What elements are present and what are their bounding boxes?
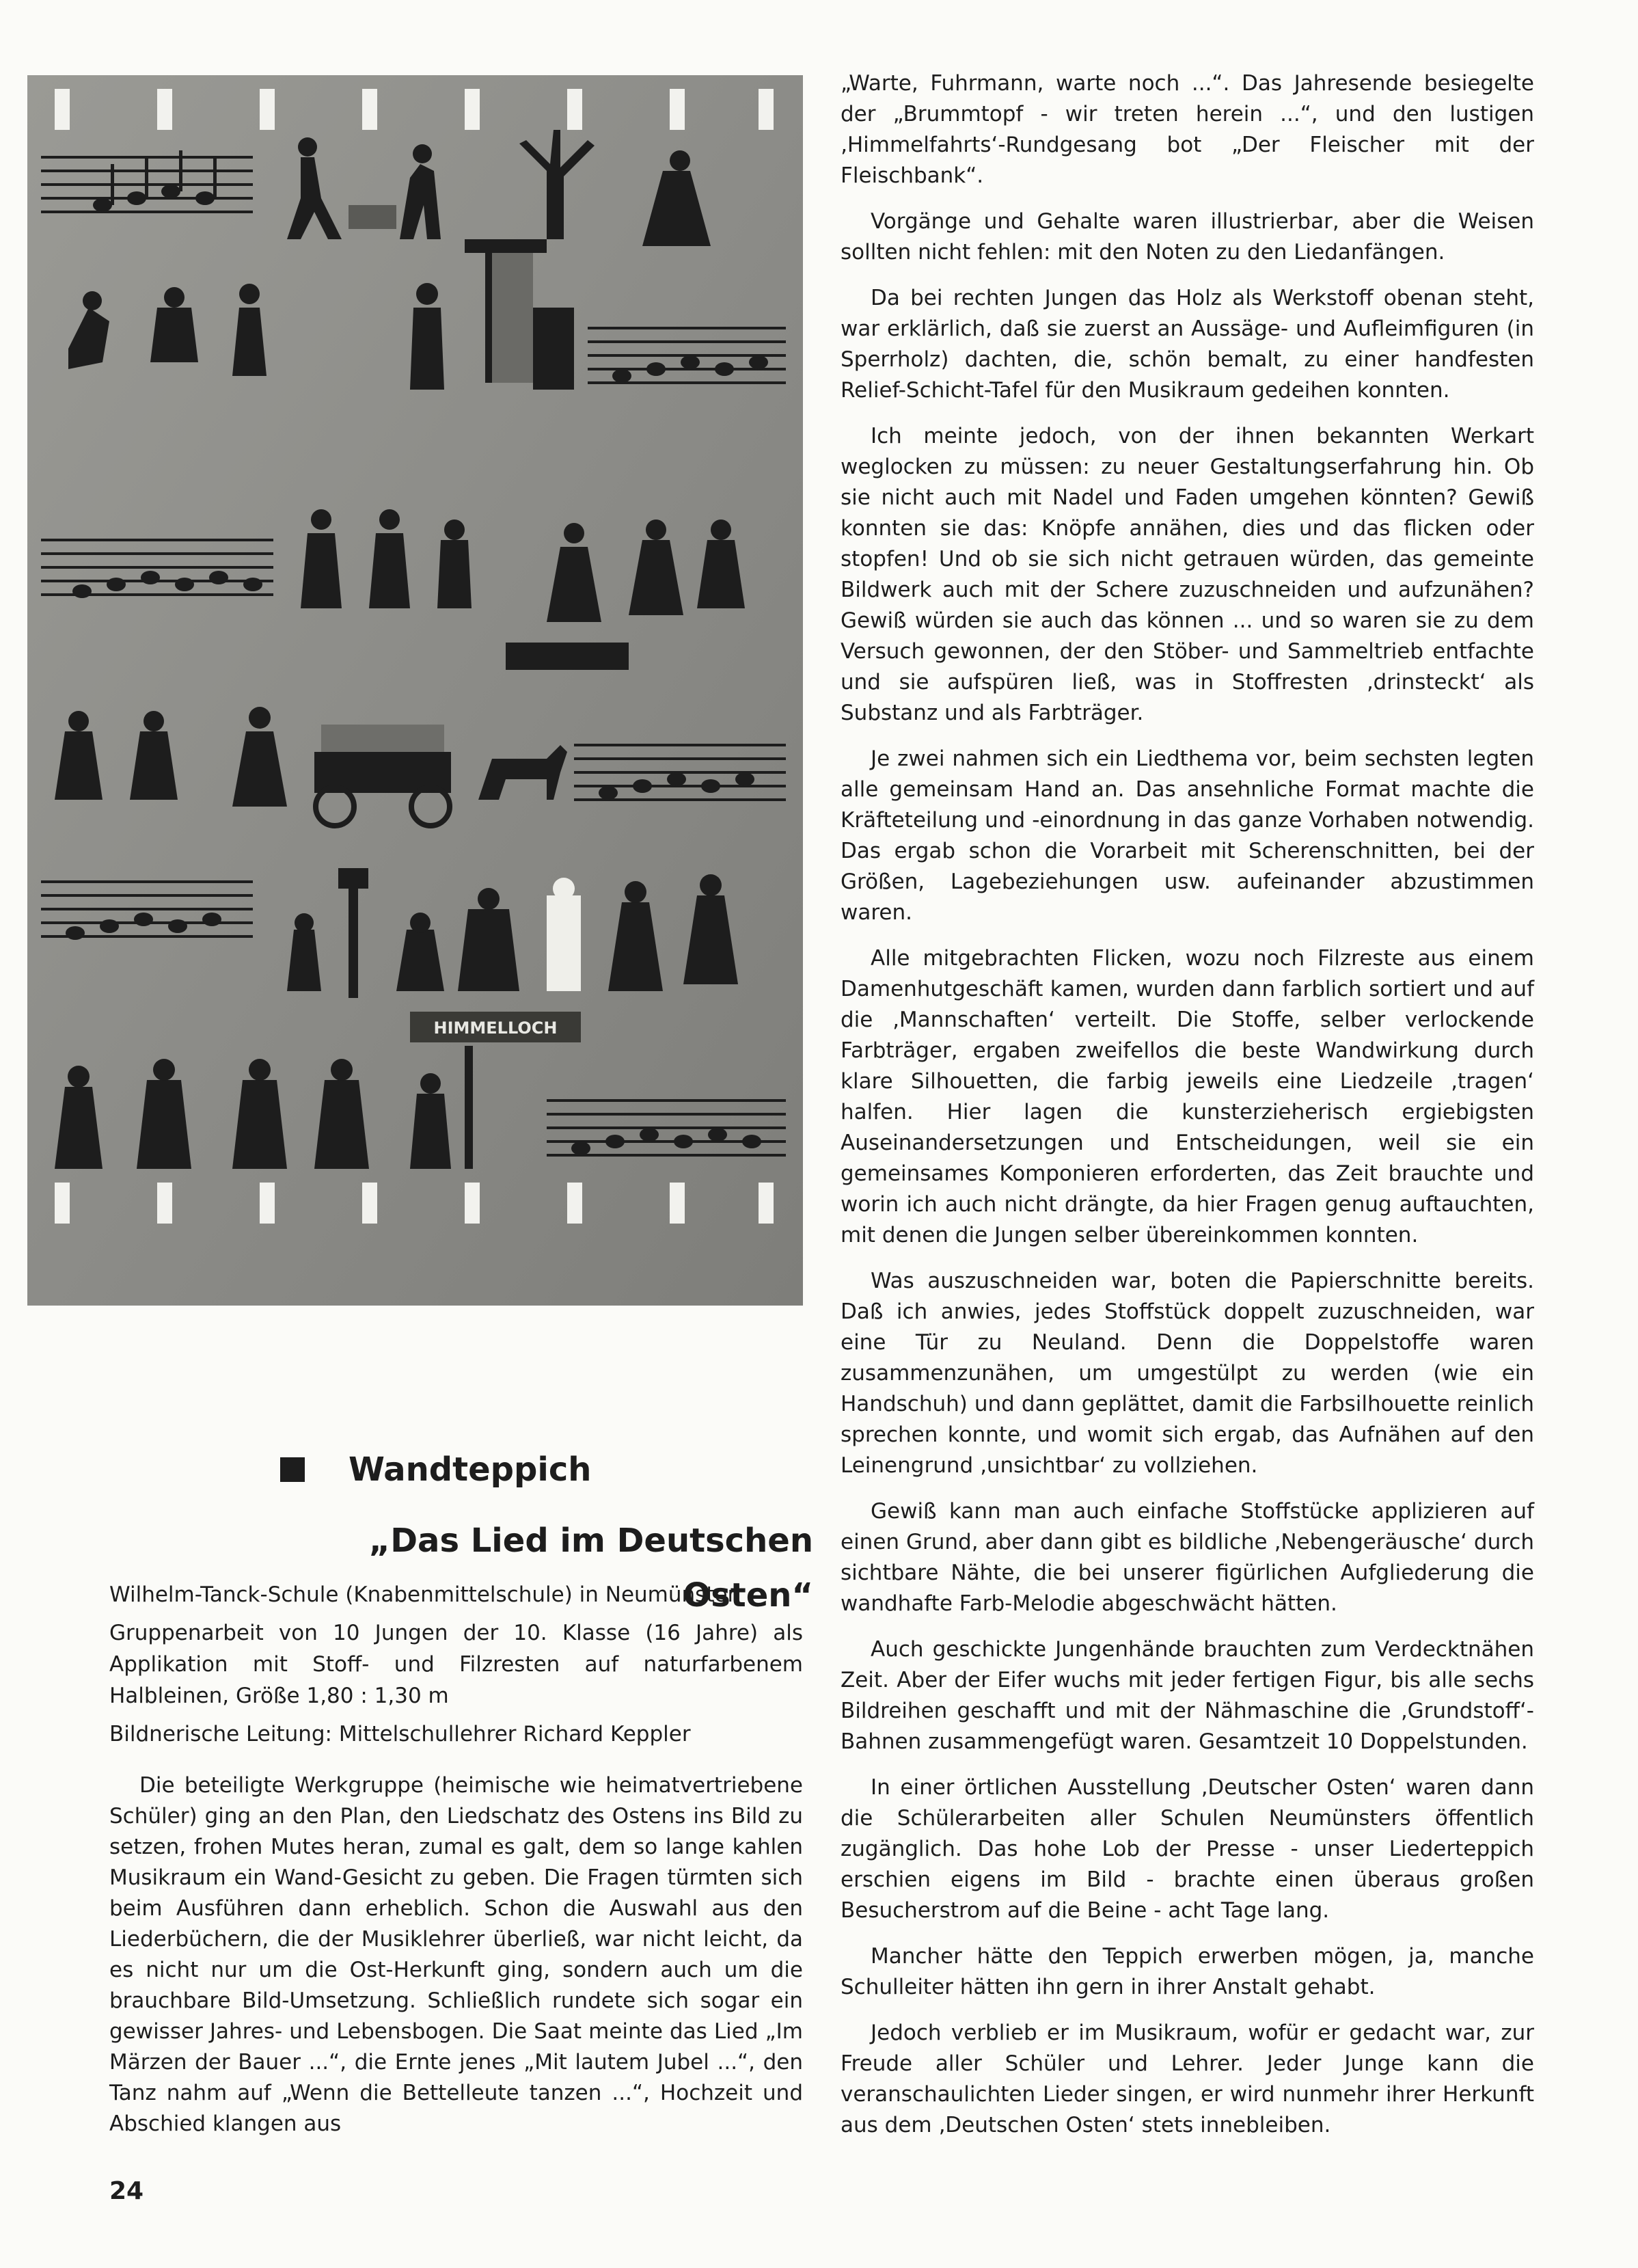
paragraph: Ich meinte jedoch, von der ihnen bekannten Werkart weglocken zu müssen: zu neuer Gestaltungserfahrung hin. Ob sie nicht auch mit Nadel und Faden umgehen könnten? Gewiß konnten sie das: Knöpfe annähen, dies und das flicken oder stopfen! Und ob sie sich nicht getrauen würden, das gemeinte Bildwerk auch mit der Schere zuzuschneiden und aufzunähen? Gewiß würden sie auch das können ... und so waren sie zu dem Versuch gewonnen, der den Stöber- und Sammeltrieb entfachte und sie aufspüren ließ, was in Stoffresten ‚drinsteckt‘ als Substanz und als Farbträger. [841, 424, 1534, 725]
heading-subtitle: „Das Lied im Deutschen Osten“ [368, 1522, 813, 1615]
caption-block [109, 1579, 803, 1757]
paragraph: „Warte, Fuhrmann, warte noch ...“. Das Jahresende besiegelte der „Brummtopf - wir treten herein ...“, und den lustigen ‚Himmelfahrts‘-Rundgesang bot „Der Fleischer mit der Fleischbank“. [841, 71, 1534, 188]
paragraph: In einer örtlichen Ausstellung ‚Deutscher Osten‘ waren dann die Schülerarbeiten aller Schulen Neumünsters öffentlich zugänglich. Das hohe Lob der Presse - unser Liederteppich erschien eigens im Bild - brachte einen überaus großen Besucherstrom auf die Beine - acht Tage lang. [841, 1775, 1534, 1923]
paragraph: Die beteiligte Werkgruppe (heimische wie heimatvertriebene Schüler) ging an den Plan, den Liedschatz des Ostens ins Bild zu setzen, frohen Mutes heran, zumal es galt, dem so lange kahlen Musikraum ein Wand-Gesicht zu geben. Die Fragen türmten sich beim Ausführen dann erheblich. Schon die Auswahl aus den Liederbüchern, die der Musiklehrer überließ, war nicht leicht, da es nicht nur um die Ost-Herkunft ging, sondern auch um die brauchbare Bild-Umsetzung. Schließlich rundete sich sogar ein gewisser Jahres- und Lebensbogen. Die Saat meinte das Lied „Im Märzen der Bauer ...“, die Ernte jenes „Mit lautem Jubel ...“, den Tanz nahm auf „Wenn die Bettelleute tanzen ...“, Hochzeit und Abschied klangen aus [109, 1773, 803, 2136]
caption-leader: Bildnerische Leitung: Mittelschullehrer Richard Keppler [109, 1722, 691, 1746]
paragraph: Je zwei nahmen sich ein Liedthema vor, beim sechsten legten alle gemeinsam Hand an. Das ansehnliche Format machte die Kräfteteilung und -einordnung in das ganze Vorhaben notwendig. Das ergab schon die Vorarbeit mit Scherenschnitten, bei der Größen, Lagebeziehungen usw. aufeinander abzustimmen waren. [841, 746, 1534, 925]
paragraph: Vorgänge und Gehalte waren illustrierbar, aber die Weisen sollten nicht fehlen: mit den Noten zu den Liedanfängen. [841, 209, 1534, 265]
body-left-column [109, 1770, 803, 2155]
paragraph: Jedoch verblieb er im Musikraum, wofür er gedacht war, zur Freude aller Schüler und Lehrer. Jeder Junge kann die veranschaulichten Lieder singen, er wird nunmehr ihrer Herkunft aus dem ‚Deutschen Osten‘ stets innebleiben. [841, 2021, 1534, 2137]
paragraph: Auch geschickte Jungenhände brauchten zum Verdecktnähen Zeit. Aber der Eifer wuchs mit jeder fertigen Figur, bis alle sechs Bildreihen geschafft und mit der Nähmaschine die ‚Grundstoff‘-Bahnen zusammengefügt waren. Gesamtzeit 10 Doppelstunden. [841, 1637, 1534, 1754]
himmelloch-sign-text: HIMMELLOCH [433, 1018, 558, 1038]
paragraph: Mancher hätte den Teppich erwerben mögen, ja, manche Schulleiter hätten ihn gern in ihrer Anstalt gehabt. [841, 1944, 1534, 1999]
body-right-column [841, 68, 1534, 2156]
page-number: 24 [109, 2177, 144, 2205]
heading-title: Wandteppich [349, 1450, 592, 1489]
paragraph: Alle mitgebrachten Flicken, wozu noch Filzreste aus einem Damenhutgeschäft kamen, wurden dann farblich sortiert und auf die ‚Mannschaften‘ verteilt. Die Stoffe, selber verlockende Farbträger, ergaben zweifellos die beste Wandwirkung durch klare Silhouetten, die farbig jeweils eine Liedzeile ‚tragen‘ halfen. Hier lagen die kunsterzieherisch ergiebigsten Auseinandersetzungen und Entscheidungen, weil sie ein gemeinsames Komponieren erforderten, das Zeit brauchte und worin ich auch nicht drängte, da hier Fragen genug auftauchten, mit denen die Jungen selber übereinkommen konnten. [841, 946, 1534, 1247]
paragraph: Was auszuschneiden war, boten die Papierschnitte bereits. Daß ich anwies, jedes Stoffstück doppelt zuzuschneiden, war eine Tür zu Neuland. Denn die Doppelstoffe waren zusammenzunähen, um umgestülpt zu werden (wie ein Handschuh) und dann geplättet, damit die Farbsilhouette reinlich sprechen konnte, und womit sich ergab, das Aufnähen auf den Leinengrund ‚unsichtbar‘ zu vollziehen. [841, 1269, 1534, 1478]
heading-bullet-icon [280, 1457, 305, 1482]
paragraph: Da bei rechten Jungen das Holz als Werkstoff obenan steht, war erklärlich, daß sie zuerst an Aussäge- und Aufleimfiguren (in Sperrholz) dachten, die, schön bemalt, zu einer handfesten Relief-Schicht-Tafel für den Musikraum gedeihen konnten. [841, 286, 1534, 403]
tapestry-photo [27, 75, 803, 1306]
caption-school: Wilhelm-Tanck-Schule (Knabenmittelschule) in Neumünster [109, 1582, 737, 1607]
paragraph: Gewiß kann man auch einfache Stoffstücke applizieren auf einen Grund, aber dann gibt es bildliche ‚Nebengeräusche‘ durch sichtbare Nähte, die bei unserer figürlichen Aufgliederung die wandhafte Farb-Melodie abgeschwächt hätten. [841, 1499, 1534, 1616]
caption-description: Gruppenarbeit von 10 Jungen der 10. Klasse (16 Jahre) als Applikation mit Stoff- und Filzresten auf naturfarbenem Halbleinen, Größe 1,80 : 1,30 m [109, 1621, 803, 1708]
tapestry-illustration [27, 75, 803, 1306]
